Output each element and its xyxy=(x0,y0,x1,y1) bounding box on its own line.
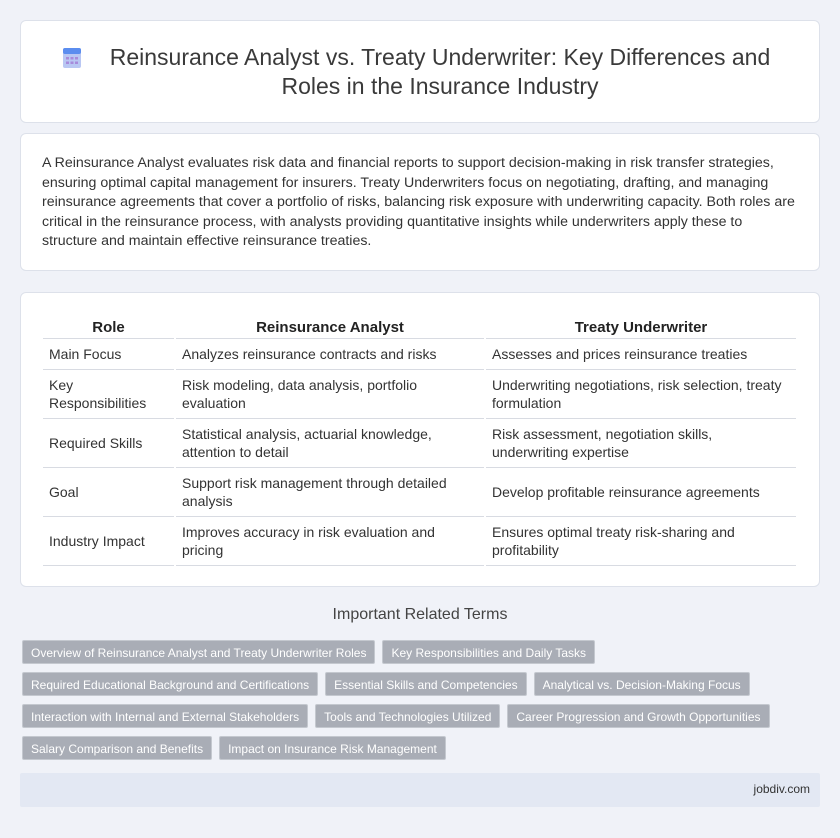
table-cell-analyst: Analyzes reinsurance contracts and risks xyxy=(176,339,484,370)
table-cell-role: Goal xyxy=(43,468,174,517)
related-terms-tags xyxy=(22,640,822,768)
table-cell-underwriter: Develop profitable reinsurance agreements xyxy=(486,468,796,517)
comparison-table-card xyxy=(20,292,820,587)
related-term-tag[interactable]: Required Educational Background and Certifications xyxy=(22,672,318,696)
related-term-tag[interactable]: Analytical vs. Decision-Making Focus xyxy=(534,672,750,696)
table-cell-role: Main Focus xyxy=(43,339,174,370)
related-term-tag[interactable]: Tools and Technologies Utilized xyxy=(315,704,500,728)
comparison-table xyxy=(41,313,798,566)
page-title: Reinsurance Analyst vs. Treaty Underwriter: Key Differences and Roles in the Insurance Industry xyxy=(109,43,771,99)
table-cell-analyst: Statistical analysis, actuarial knowledge, attention to detail xyxy=(176,419,484,468)
summary-card xyxy=(20,133,820,271)
column-header-reinsurance-analyst: Reinsurance Analyst xyxy=(176,313,484,339)
table-cell-role: Industry Impact xyxy=(43,517,174,566)
tag-row xyxy=(22,640,822,664)
related-term-tag[interactable]: Essential Skills and Competencies xyxy=(325,672,526,696)
related-term-tag[interactable]: Interaction with Internal and External Stakeholders xyxy=(22,704,308,728)
tag-row xyxy=(22,672,822,696)
summary-paragraph: A Reinsurance Analyst evaluates risk data and financial reports to support decision-making in risk transfer strategies, ensuring optimal capital management for insurers. Treaty Underwriters focus on negotiating, drafting, and managing reinsurance agreements that cover a portfolio of risks, balancing risk exposure with underwriting capacity. Both roles are critical in the reinsurance process, with analysts providing quantitative insights while underwriters apply these to structure and maintain effective reinsurance treaties. xyxy=(42,155,795,249)
table-header-row xyxy=(43,313,796,339)
table-cell-analyst: Improves accuracy in risk evaluation and pricing xyxy=(176,517,484,566)
table-cell-underwriter: Ensures optimal treaty risk-sharing and profitability xyxy=(486,517,796,566)
table-cell-underwriter: Risk assessment, negotiation skills, underwriting expertise xyxy=(486,419,796,468)
table-cell-analyst: Risk modeling, data analysis, portfolio evaluation xyxy=(176,370,484,419)
footer-site-link[interactable]: jobdiv.com xyxy=(753,782,810,796)
related-term-tag[interactable]: Key Responsibilities and Daily Tasks xyxy=(382,640,595,664)
table-cell-underwriter: Assesses and prices reinsurance treaties xyxy=(486,339,796,370)
tag-row xyxy=(22,704,822,728)
table-cell-analyst: Support risk management through detailed analysis xyxy=(176,468,484,517)
table-row xyxy=(43,517,796,566)
table-row xyxy=(43,339,796,370)
column-header-treaty-underwriter: Treaty Underwriter xyxy=(486,313,796,339)
footer-bar xyxy=(20,773,820,807)
related-term-tag[interactable]: Overview of Reinsurance Analyst and Treaty Underwriter Roles xyxy=(22,640,375,664)
table-row xyxy=(43,370,796,419)
tag-row xyxy=(22,736,822,760)
table-row xyxy=(43,419,796,468)
header-card xyxy=(20,20,820,123)
related-term-tag[interactable]: Salary Comparison and Benefits xyxy=(22,736,212,760)
table-cell-role: Required Skills xyxy=(43,419,174,468)
column-header-role: Role xyxy=(43,313,174,339)
table-cell-role: Key Responsibilities xyxy=(43,370,174,419)
related-terms-heading: Important Related Terms xyxy=(332,606,508,623)
related-term-tag[interactable]: Impact on Insurance Risk Management xyxy=(219,736,446,760)
table-row xyxy=(43,468,796,517)
table-cell-underwriter: Underwriting negotiations, risk selection, treaty formulation xyxy=(486,370,796,419)
related-term-tag[interactable]: Career Progression and Growth Opportunities xyxy=(507,704,769,728)
